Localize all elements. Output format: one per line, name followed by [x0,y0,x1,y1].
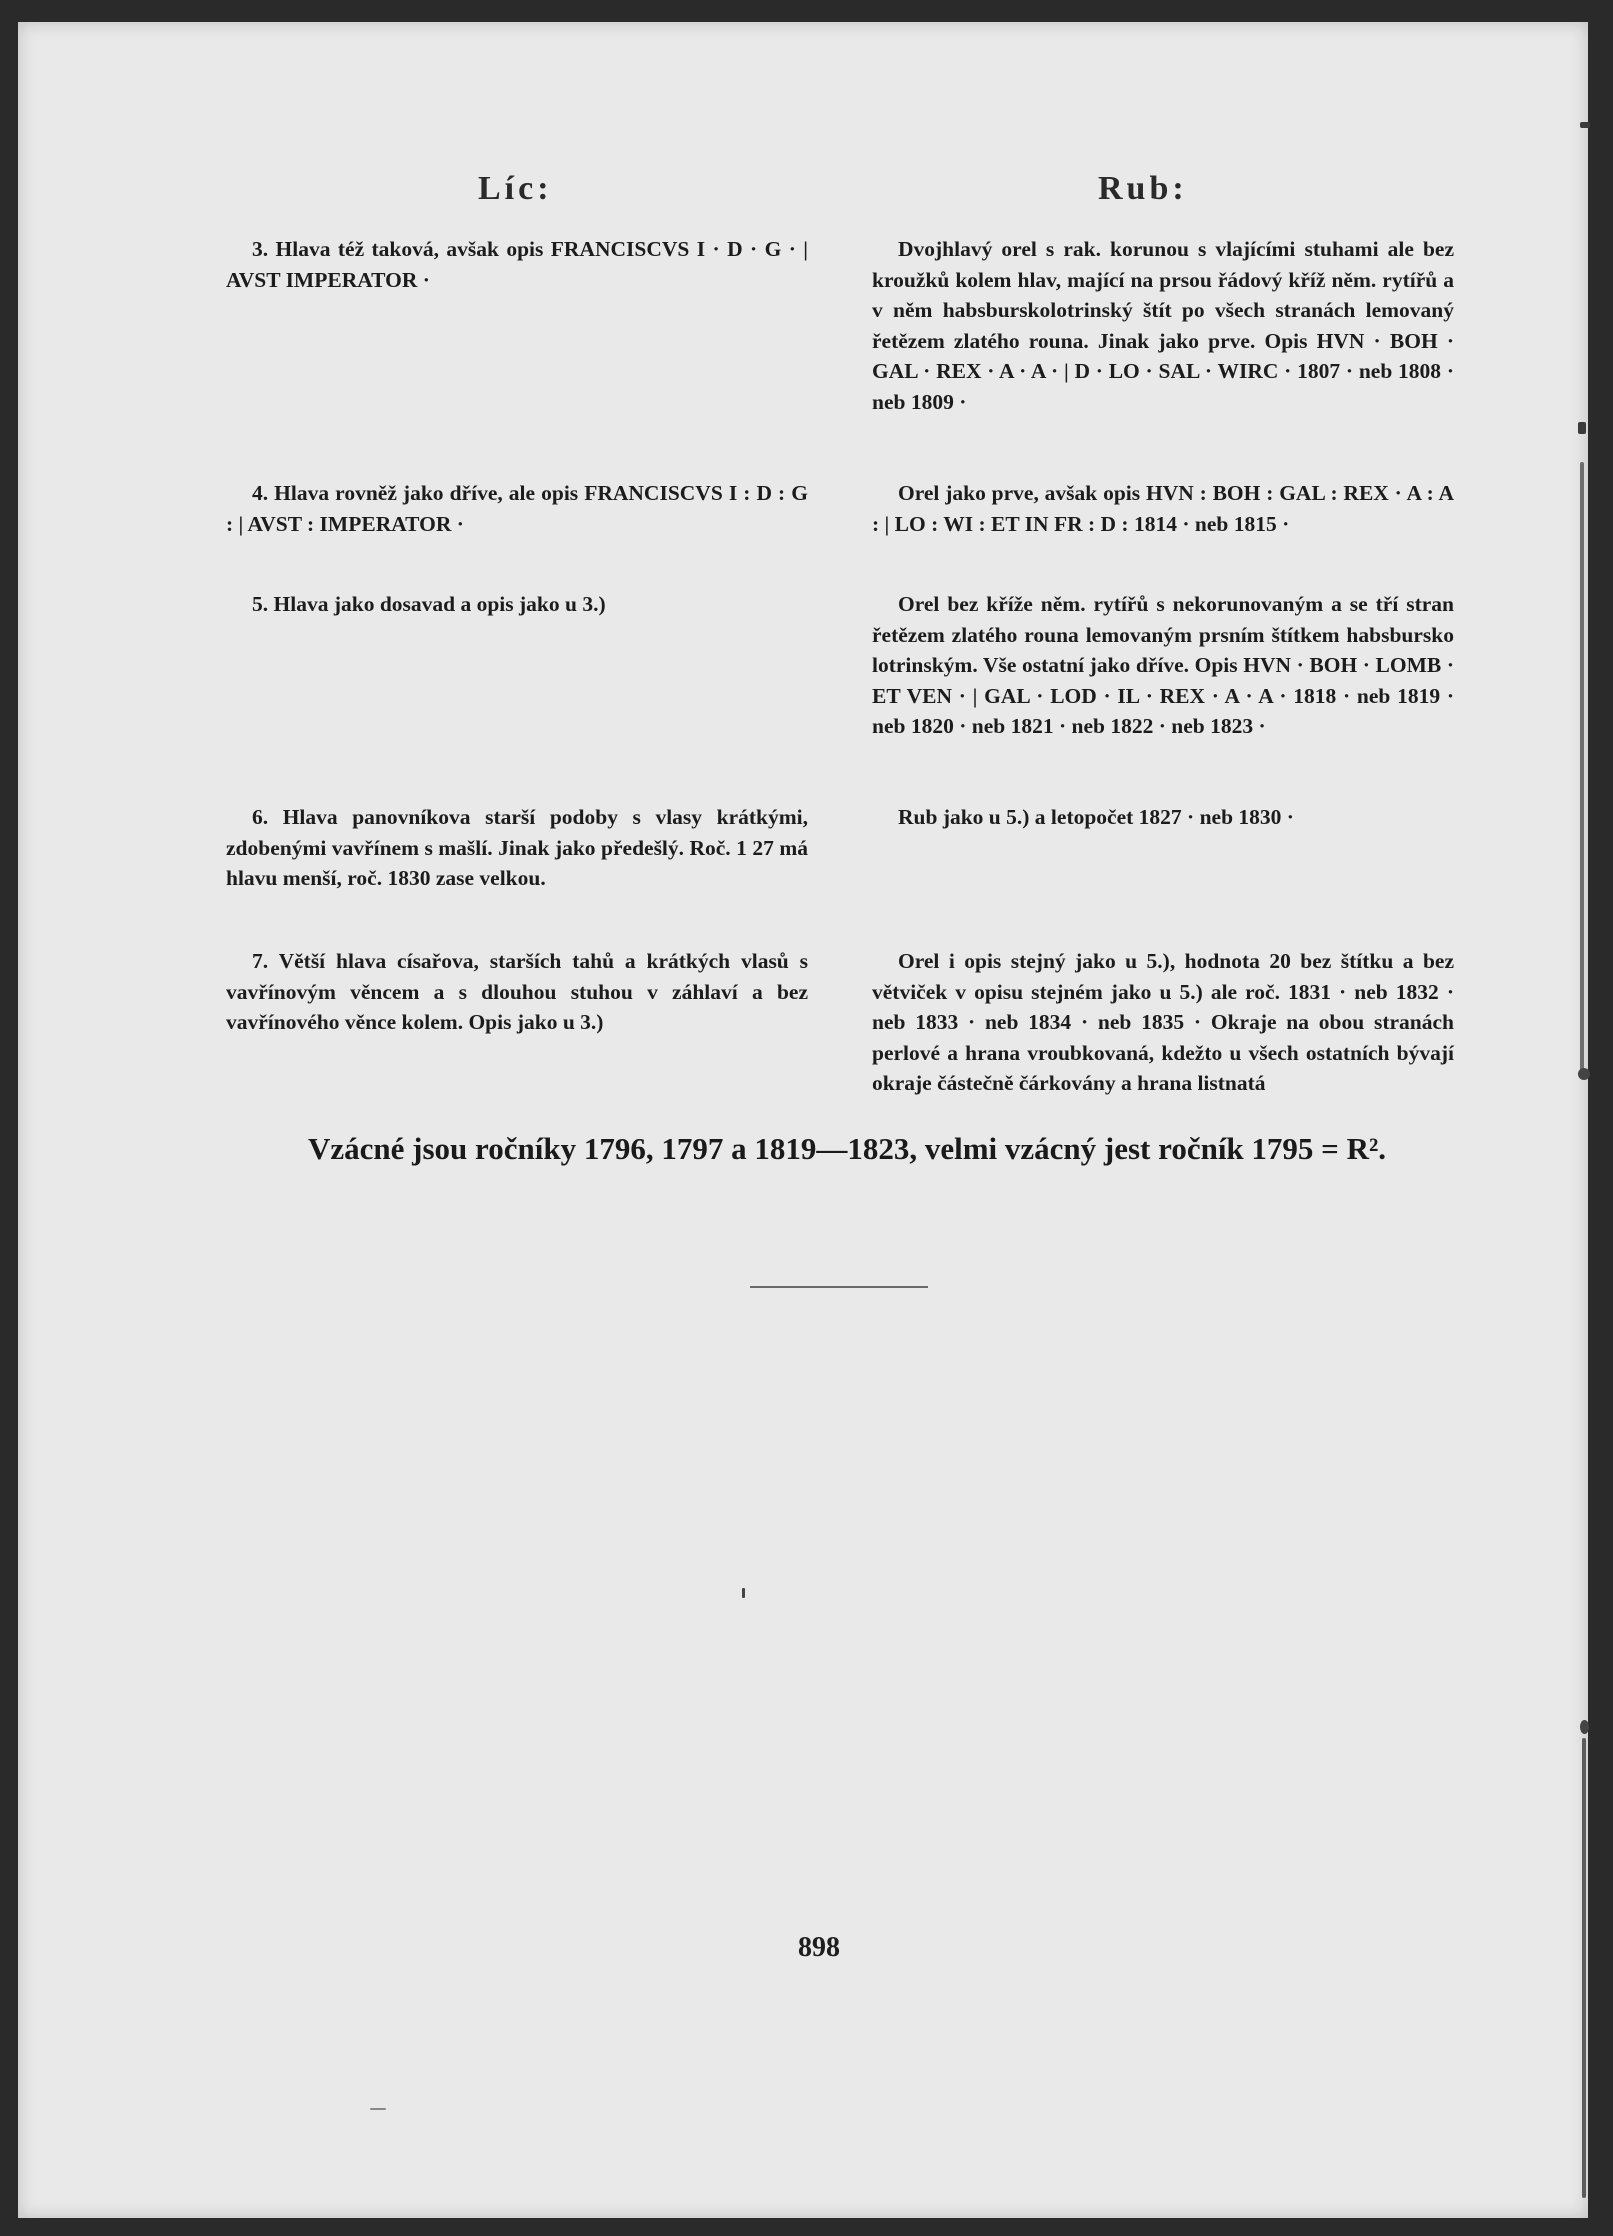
document-page [18,22,1588,2218]
speck [370,2108,386,2110]
reverse-entry-6: Rub jako u 5.) a letopočet 1827 · neb 1830 · [898,805,1294,829]
binding-line [1580,462,1584,1074]
page-number: 898 [798,1932,840,1963]
reverse-entry-3: Dvojhlavý orel s rak. korunou s vlajícími stuhami ale bez kroužků kolem hlav, mající na prsou řádový kříž něm. rytířů a v něm habsburskolotrinský štít po všech stranách lemovaný řetězem zlatého rouna. Jinak jako prve. Opis HVN · BOH · GAL · REX · A · A · | D · LO · SAL · WIRC · 1807 · neb 1808 · neb 1809 · [872,237,1454,414]
edge-mark [1578,422,1586,434]
obverse-entry-4: 4. Hlava rovněž jako dříve, ale opis FRANCISCVS I : D : G : | AVST : IMPERATOR · [226,481,808,536]
obverse-entry-6: 6. Hlava panovníkova starší podoby s vlasy krátkými, zdobenými vavřínem s mašlí. Jinak jako předešlý. Roč. 1 27 má hlavu menší, roč. 1830 zase velkou. [226,805,808,891]
edge-mark [1580,122,1590,128]
binding-line [1582,1738,1586,2198]
speck [742,1588,745,1598]
obverse-heading: Líc: [478,170,553,207]
obverse-entry-5: 5. Hlava jako dosavad a opis jako u 3.) [252,592,606,616]
reverse-entry-5: Orel bez kříže něm. rytířů s nekorunovaným a se tří stran řetězem zlatého rouna lemovaným prsním štítkem habsbursko lotrinským. Vše ostatní jako dříve. Opis HVN · BOH · LOMB · ET VEN · | GAL · LOD · IL · REX · A · A · 1818 · neb 1819 · neb 1820 · neb 1821 · neb 1822 · neb 1823 · [872,592,1454,739]
rarity-note: Vzácné jsou ročníky 1796, 1797 a 1819—1823, velmi vzácný jest ročník 1795 = R². [308,1131,1387,1166]
edge-mark [1580,1720,1589,1734]
edge-mark [1578,1068,1590,1080]
section-divider [750,1286,928,1288]
reverse-entry-4: Orel jako prve, avšak opis HVN : BOH : GAL : REX · A : A : | LO : WI : ET IN FR : D : 1814 · neb 1815 · [872,481,1454,536]
obverse-entry-7: 7. Větší hlava císařova, starších tahů a krátkých vlasů s vavřínovým věncem a s dlouhou stuhou v záhlaví a bez vavřínového věnce kolem. Opis jako u 3.) [226,949,808,1035]
reverse-heading: Rub: [1098,170,1188,207]
obverse-entry-3: 3. Hlava též taková, avšak opis FRANCISCVS I · D · G · | AVST IMPERATOR · [226,237,808,292]
reverse-entry-7: Orel i opis stejný jako u 5.), hodnota 20 bez štítku a bez větviček v opisu stejném jako u 5.) ale roč. 1831 · neb 1832 · neb 1833 · neb 1834 · neb 1835 · Okraje na obou stranách perlové a hrana vroubkovaná, kdežto u všech ostatních bývají okraje částečně čárkovány a hrana listnatá [872,949,1454,1096]
